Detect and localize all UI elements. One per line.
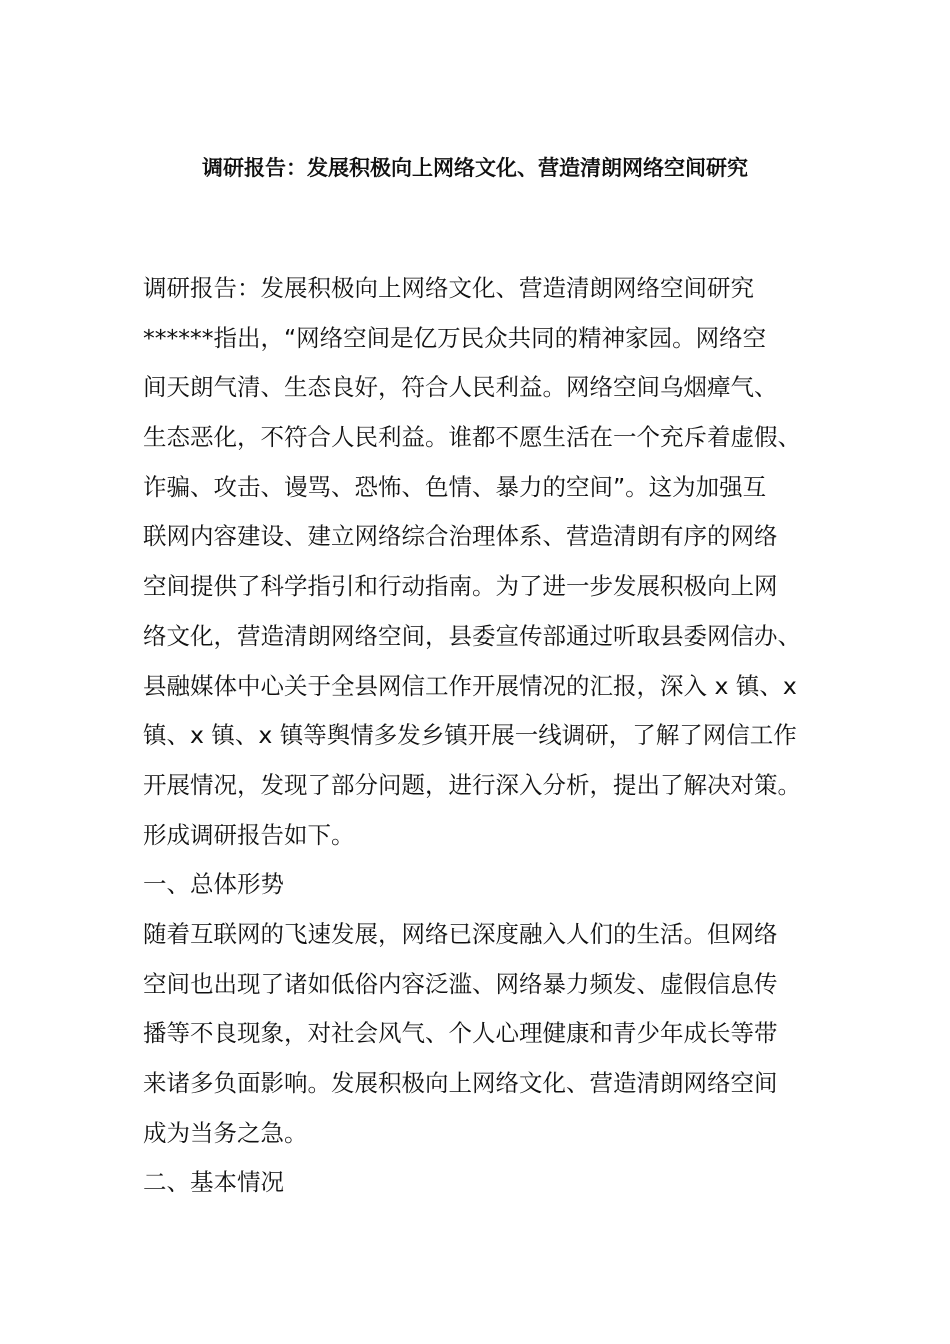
document-title: 调研报告：发展积极向上网络文化、营造清朗网络空间研究: [202, 156, 748, 180]
text-line: 随着互联网的飞速发展，网络已深度融入人们的生活。但网络: [143, 919, 778, 948]
text-line: 络文化，营造清朗网络空间，县委宣传部通过听取县委网信办、: [143, 621, 801, 650]
text-line: 形成调研报告如下。: [143, 820, 355, 849]
text-line: 县融媒体中心关于全县网信工作开展情况的汇报，深入 x 镇、x: [143, 671, 797, 700]
text-line: 播等不良现象，对社会风气、个人心理健康和青少年成长等带: [143, 1019, 778, 1048]
text-line: 来诸多负面影响。发展积极向上网络文化、营造清朗网络空间: [143, 1069, 778, 1097]
section-heading: 一、总体形势: [143, 870, 284, 899]
text-line: ******指出，“网络空间是亿万民众共同的精神家园。网络空: [143, 323, 767, 352]
text-line: 空间提供了科学指引和行动指南。为了进一步发展积极向上网: [143, 572, 778, 601]
text-line: 间天朗气清、生态良好，符合人民利益。网络空间乌烟瘴气、: [143, 373, 778, 402]
text-line: 成为当务之急。: [143, 1118, 308, 1147]
text-line: 空间也出现了诸如低俗内容泛滥、网络暴力频发、虚假信息传: [143, 969, 778, 998]
text-line: 开展情况，发现了部分问题，进行深入分析，提出了解决对策。: [143, 770, 801, 799]
text-line: 诈骗、攻击、谩骂、恐怖、色情、暴力的空间”。这为加强互: [143, 472, 767, 501]
document-body: [143, 264, 815, 1208]
section-heading: 二、基本情况: [143, 1168, 284, 1197]
text-line: 镇、x 镇、x 镇等舆情多发乡镇开展一线调研，了解了网信工作: [143, 721, 797, 750]
text-line: 调研报告：发展积极向上网络文化、营造清朗网络空间研究: [143, 274, 754, 302]
text-line: 生态恶化，不符合人民利益。谁都不愿生活在一个充斥着虚假、: [143, 423, 801, 452]
text-line: 联网内容建设、建立网络综合治理体系、营造清朗有序的网络: [143, 522, 778, 551]
